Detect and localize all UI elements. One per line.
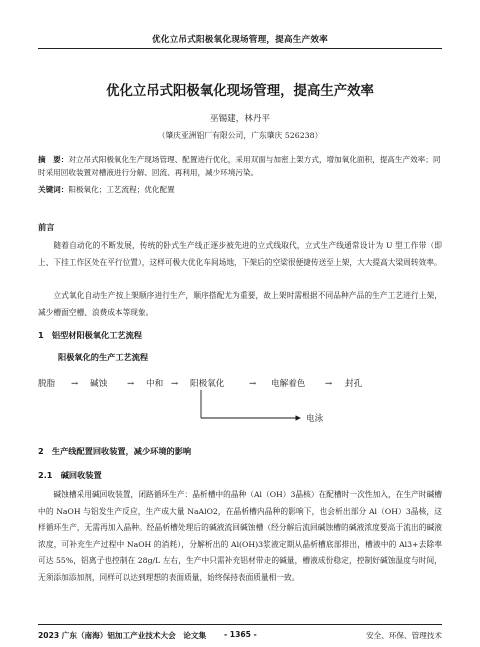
flow-step-6: 封孔 <box>345 379 363 389</box>
flow-step-5: 电解着色 <box>271 379 306 389</box>
footer-proceedings: 2023 广东（南海）铝加工产业技术大会 论文集 <box>38 631 207 640</box>
process-flowchart <box>38 368 442 428</box>
preface-heading: 前言 <box>38 222 55 232</box>
keywords <box>38 184 442 195</box>
flow-output-label: 电泳 <box>306 414 324 424</box>
flow-step-3: 中和 <box>146 379 164 389</box>
flow-arrow-4: → <box>249 379 257 389</box>
section-1-heading: 1 铝型材阳极氧化工艺流程 <box>38 330 142 340</box>
section-2-1-heading: 2.1 碱回收装置 <box>38 470 102 480</box>
flow-step-1: 脱脂 <box>38 379 56 389</box>
affiliation: （肇庆亚洲铝厂有限公司，广东肇庆 526238） <box>157 131 323 140</box>
flow-step-2: 碱蚀 <box>90 379 108 389</box>
abstract <box>38 153 442 179</box>
section-1-subheading: 阳极氧化的生产工艺流程 <box>58 352 149 362</box>
article-title: 优化立吊式阳极氧化现场管理，提高生产效率 <box>106 84 374 99</box>
flow-step-4: 阳极氧化 <box>190 379 225 389</box>
flow-arrow-5: → <box>325 379 333 389</box>
authors: 巫锡建，林丹平 <box>209 114 271 124</box>
flow-arrow-2: → <box>127 379 135 389</box>
abstract-text: 对立吊式阳极氧化生产现场管理、配置进行优化，采用双面与加密上架方式，增加氧化面积，提高生产效率；同时采用回收装置对槽液进行分解、回流、再利用，减少环境污染。 <box>38 155 441 177</box>
footer-page-number: - 1365 - <box>224 630 257 639</box>
section-2-1-paragraph: 碱蚀槽采用碱回收装置，闭路循环生产：晶析槽中的晶种（Al（OH）3晶核）在配槽时一次性加入，在生产时碱槽中的 NaOH 与铝发生产反应，生产成大量 NaAlO2，在晶析槽内晶种的影响下，也会析出部分 Al（OH）3晶核，这样循环生产，无需再加入晶种。经晶析槽处理后的碱液流回碱蚀槽（经分解后流回碱蚀槽的碱液浓度要高于流出的碱液浓度，可补充生产过程中 NaOH 的消耗），分解析出的 Al(OH)3浆液定期从晶析槽底部排出，槽液中的 Al3+去除率可达 55%，铝离子也控制在 28g/L 左右，生产中只需补充铝材带走的碱量，槽液成份稳定，控制好碱蚀温度与时间，无须添加添加剂，同样可以达到理想的表面质量，始终保持表面质量相一致。 <box>38 490 442 582</box>
footer-slogan: 安全、环保、管理技术 <box>366 631 442 640</box>
flow-arrow-1: → <box>71 379 79 389</box>
preface-paragraph-2: 立式氧化自动生产按上架顺序进行生产，顺序搭配尤为重要，故上架时需根据不同品种产品的生产工艺进行上架，减少槽面空槽、浪费成本等现象。 <box>38 291 442 317</box>
preface-paragraph-1: 随着自动化的不断发展，传统的卧式生产线正逐步被先进的立式线取代，立式生产线通常设计为 U 型工作带（即上、下挂工作区处在平行位置），这样可极大优化车间场地，下架后的空梁很便捷传送至上架，大大提高大梁周转效率。 <box>38 241 442 267</box>
abstract-label: 摘 要： <box>38 155 69 164</box>
section-2-heading: 2 生产线配置回收装置，减少环境的影响 <box>38 446 192 456</box>
keywords-text: 阳极氧化；工艺流程；优化配置 <box>68 185 175 194</box>
footer-rule <box>38 624 442 625</box>
flow-arrow-3: → <box>171 379 179 389</box>
flowchart-svg <box>38 368 442 428</box>
header-rule <box>38 48 442 49</box>
keywords-label: 关键词： <box>38 185 69 194</box>
running-title: 优化立吊式阳极氧化现场管理，提高生产效率 <box>152 35 328 45</box>
